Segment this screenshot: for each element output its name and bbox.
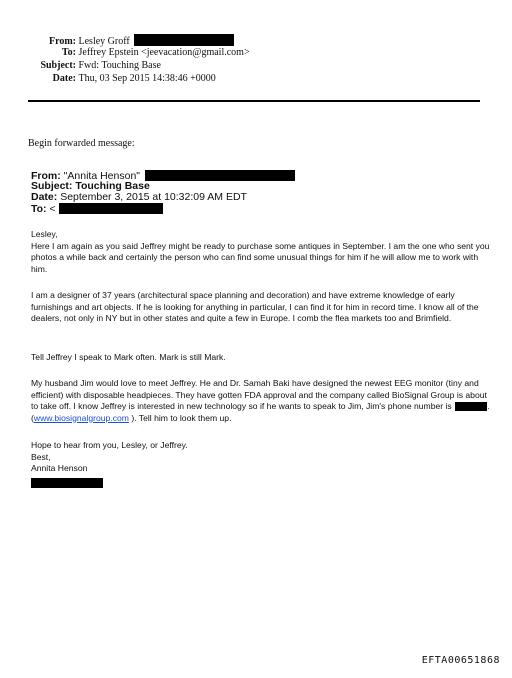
outer-date-label: Date: xyxy=(52,73,76,84)
closing-best: Best, xyxy=(31,451,51,462)
paragraph-antiques: Here I am again as you said Jeffrey might be ready to purchase some antiques in September. I am the one who sent you photos a while back and certainly the person who can find some unusual things for him if he will allow me to work with him. xyxy=(31,240,490,274)
inner-to-row xyxy=(31,203,163,215)
redaction-bar xyxy=(455,402,487,411)
redaction-bar xyxy=(59,203,163,214)
paragraph-husband-text: My husband Jim would love to meet Jeffrey. He and Dr. Samah Baki have designed the newest EEG monitor (tiny and efficient) with disposable headpieces. They have gotten FDA approval and the company called BioSignal Group is about to take off. I know Jeffrey is interested in new technology so if he wants to speak to Jim, Jim's phone number is xyxy=(31,378,487,412)
inner-date-value: September 3, 2015 at 10:32:09 AM EDT xyxy=(60,191,247,203)
greeting: Lesley, xyxy=(31,229,58,239)
inner-subject-value: Touching Base xyxy=(75,180,150,192)
forward-intro: Begin forwarded message: xyxy=(28,138,135,149)
outer-from-row xyxy=(0,34,512,48)
outer-subject-label: Subject: xyxy=(40,60,76,71)
outer-date-value: Thu, 03 Sep 2015 14:38:46 +0000 xyxy=(78,73,216,84)
outer-subject-row xyxy=(0,60,512,72)
outer-to-row xyxy=(0,47,512,59)
header-divider xyxy=(28,100,480,102)
message-body xyxy=(31,229,491,275)
paragraph-mark: Tell Jeffrey I speak to Mark often. Mark is still Mark. xyxy=(31,352,226,362)
inner-from-label: From: xyxy=(31,170,61,182)
inner-subject-label: Subject: xyxy=(31,180,73,192)
biosignal-link[interactable]: www.biosignalgroup.com xyxy=(33,412,129,423)
paragraph-designer: I am a designer of 37 years (architectural space planning and decoration) and have extreme knowledge of early furnishings and art objects. If he is looking for anything in particular, I can find it for him in record time. I know all of the dealers, not only in NY but in other states and quite a few in Europe. I comb the flea markets too and Brimfield. xyxy=(31,290,479,324)
inner-date-label: Date: xyxy=(31,191,58,203)
paragraph-husband xyxy=(31,378,491,424)
redaction-bar xyxy=(31,478,103,488)
bates-number: EFTA00651868 xyxy=(421,655,500,666)
paragraph-husband-paren: . ( xyxy=(31,401,490,423)
redaction-bar xyxy=(145,170,295,181)
outer-subject-value: Fwd: Touching Base xyxy=(78,60,161,71)
redaction-bar xyxy=(134,34,234,46)
closing-block xyxy=(31,440,491,489)
signature-name: Annita Henson xyxy=(31,463,88,474)
inner-from-value: "Annita Henson" xyxy=(63,170,141,182)
outer-to-label: To: xyxy=(61,47,76,58)
outer-from-value: Lesley Groff xyxy=(78,36,130,47)
paragraph-husband-end: ). Tell him to look them up. xyxy=(128,412,232,423)
inner-date-row xyxy=(31,192,247,203)
outer-date-row xyxy=(0,73,512,85)
outer-to-value: Jeffrey Epstein <jeevacation@gmail.com> xyxy=(78,47,250,58)
outer-from-label: From: xyxy=(48,36,76,47)
closing-line: Hope to hear from you, Lesley, or Jeffrey. xyxy=(31,440,188,450)
inner-to-label: To: xyxy=(31,203,47,215)
inner-to-value: < xyxy=(49,203,56,215)
